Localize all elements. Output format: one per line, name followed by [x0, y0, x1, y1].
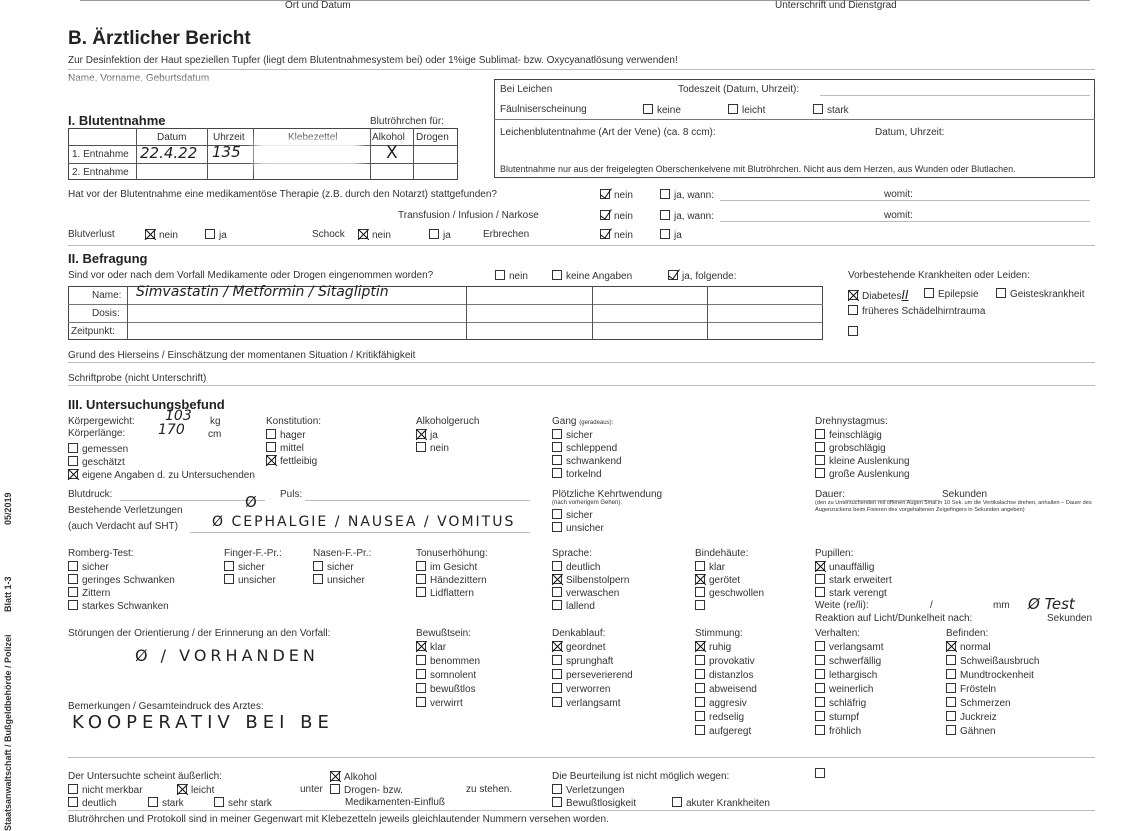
- erbrechen-label: Erbrechen: [483, 229, 530, 240]
- stimmung-ruhig[interactable]: ruhig: [695, 641, 731, 653]
- vorbestehend-label: Vorbestehende Krankheiten oder Leiden:: [848, 270, 1030, 281]
- stimmung-label: Stimmung:: [695, 628, 743, 639]
- col-uhrzeit: Uhrzeit: [213, 132, 245, 143]
- gang-schleppend[interactable]: schleppend: [552, 442, 617, 454]
- bindehaeute-geschwollen[interactable]: geschwollen: [695, 587, 764, 599]
- drogen-checkbox[interactable]: Drogen- bzw.: [330, 784, 403, 796]
- blutdruck-wert: Ø: [245, 493, 257, 511]
- konstitution-label: Konstitution:: [266, 416, 322, 427]
- verhalten-schwerfaellig[interactable]: schwerfällig: [815, 655, 881, 667]
- blutverlust-label: Blutverlust: [68, 229, 115, 240]
- befragung-nein[interactable]: nein: [495, 270, 528, 282]
- beurteilung-sonstige[interactable]: [815, 768, 829, 780]
- erbrechen-ja[interactable]: ja: [660, 229, 682, 241]
- stimmung-abweisend[interactable]: abweisend: [695, 683, 757, 695]
- form-sheet: Blatt 1-3: [3, 576, 13, 612]
- koerpergewicht-label: Körpergewicht:: [68, 416, 135, 427]
- row-entnahme-1: 1. Entnahme: [72, 149, 129, 160]
- befragung-ja-folgende[interactable]: ja, folgende:: [668, 270, 737, 282]
- sprache-label: Sprache:: [552, 548, 593, 559]
- sonstige-checkbox[interactable]: [848, 326, 862, 338]
- denkablauf-perseverierend[interactable]: perseverierend: [552, 669, 633, 681]
- stimmung-distanzlos[interactable]: distanzlos: [695, 669, 753, 681]
- sprache-verwaschen[interactable]: verwaschen: [552, 587, 619, 599]
- bewusstsein-somnolent[interactable]: somnolent: [416, 669, 476, 681]
- verhalten-label: Verhalten:: [815, 628, 861, 639]
- verhalten-verlangsamt[interactable]: verlangsamt: [815, 641, 883, 653]
- verletzungen-wert: Ø CEPHALGIE / NAUSEA / VOMITUS: [212, 514, 516, 530]
- stark-checkbox[interactable]: stark: [148, 797, 184, 809]
- grund-label: Grund des Hierseins / Einschätzung der momentanen Situation / Kritikfähigkeit: [68, 350, 416, 361]
- befragung-keine-angaben[interactable]: keine Angaben: [552, 270, 632, 282]
- transfusion-label: Transfusion / Infusion / Narkose: [398, 210, 539, 221]
- ort-datum-label: Ort und Datum: [285, 0, 351, 11]
- faeulnis-stark[interactable]: stark: [813, 104, 849, 116]
- denkablauf-verlangsamt[interactable]: verlangsamt: [552, 697, 620, 709]
- nasen-unsicher[interactable]: unsicher: [313, 574, 365, 586]
- medikamente-einfluss: Medikamenten-Einfluß: [345, 797, 446, 808]
- pupillen-verengt[interactable]: stark verengt: [815, 587, 887, 599]
- kehrt-sicher[interactable]: sicher: [552, 509, 593, 521]
- bindehaeute-geroetet[interactable]: gerötet: [695, 574, 740, 586]
- cm-unit: cm: [208, 429, 222, 440]
- redacted-klebezettel: [263, 147, 353, 159]
- laenge-wert: 170: [158, 422, 185, 438]
- deutlich-checkbox[interactable]: deutlich: [68, 797, 116, 809]
- mittel-checkbox[interactable]: mittel: [266, 442, 304, 454]
- grosse-auslenkung-checkbox[interactable]: große Auslenkung: [815, 468, 910, 480]
- roehrchen-label: Blutröhrchen für:: [370, 116, 444, 127]
- dauer-sekunden: Sekunden: [942, 489, 988, 500]
- bewusstsein-verwirrt[interactable]: verwirrt: [416, 697, 463, 709]
- romberg-geringes[interactable]: geringes Schwanken: [68, 574, 175, 586]
- schock-ja[interactable]: ja: [429, 229, 451, 241]
- name-label: Name, Vorname, Geburtsdatum: [68, 73, 210, 84]
- col-alkohol: Alkohol: [372, 132, 405, 143]
- bottom-note: Blutröhrchen und Protokoll sind in meiner Gegenwart mit Klebezetteln jeweils gleichlautender Nummern versehen worden.: [68, 814, 609, 825]
- schriftprobe-label: Schriftprobe (nicht Unterschrift): [68, 373, 207, 384]
- reaktion-wert: Ø Test: [1028, 595, 1075, 613]
- col-drogen: Drogen: [416, 132, 449, 143]
- med-dosis-label: Dosis:: [92, 308, 120, 319]
- therapie-question: Hat vor der Blutentnahme eine medikamentöse Therapie (z.B. durch den Notarzt) stattgefunden?: [68, 189, 497, 200]
- entnahme-1-alkohol: X: [386, 143, 398, 163]
- denkablauf-sprunghaft[interactable]: sprunghaft: [552, 655, 613, 667]
- befinden-froesteln[interactable]: Frösteln: [946, 683, 996, 695]
- bewusstsein-benommen[interactable]: benommen: [416, 655, 480, 667]
- beurteilung-akuter[interactable]: akuter Krankheiten: [672, 797, 770, 809]
- orientierung-label: Störungen der Orientierung / der Erinnerung an den Vorfall:: [68, 628, 331, 639]
- befinden-gaehnen[interactable]: Gähnen: [946, 725, 996, 737]
- beurteilung-label: Die Beurteilung ist nicht möglich wegen:: [552, 771, 730, 782]
- verletzungen-label: Bestehende Verletzungen: [68, 505, 183, 516]
- alkoholgeruch-label: Alkoholgeruch: [416, 416, 480, 427]
- bindehaeute-klar[interactable]: klar: [695, 561, 725, 573]
- stimmung-aggresiv[interactable]: aggresiv: [695, 697, 747, 709]
- eigene-angaben-checkbox[interactable]: eigene Angaben d. zu Untersuchenden: [68, 469, 255, 481]
- col-datum: Datum: [157, 132, 187, 143]
- faeulnis-keine[interactable]: keine: [643, 104, 681, 116]
- orientierung-wert: Ø / VORHANDEN: [135, 646, 319, 665]
- sehr-stark-checkbox[interactable]: sehr stark: [214, 797, 272, 809]
- stimmung-aufgeregt[interactable]: aufgeregt: [695, 725, 751, 737]
- nicht-merkbar-checkbox[interactable]: nicht merkbar: [68, 784, 143, 796]
- faeulnis-leicht[interactable]: leicht: [728, 104, 765, 116]
- befragung-question: Sind vor oder nach dem Vorfall Medikamente oder Drogen eingenommen worden?: [68, 270, 434, 281]
- gang-torkelnd[interactable]: torkelnd: [552, 468, 602, 480]
- bewusstsein-klar[interactable]: klar: [416, 641, 446, 653]
- schock-nein[interactable]: nein: [358, 229, 391, 241]
- beurteilung-verletzungen[interactable]: Verletzungen: [552, 784, 624, 796]
- verhalten-weinerlich[interactable]: weinerlich: [815, 683, 873, 695]
- bemerkungen-wert: KOOPERATIV BEI BE: [72, 712, 334, 733]
- gewicht-wert: 103: [165, 408, 192, 424]
- diabetes-checkbox[interactable]: DiabetesII: [848, 288, 909, 302]
- denkablauf-label: Denkablauf:: [552, 628, 606, 639]
- dauer-hint: (den zu Untersuchenden mit offenen Augen 5mal in 10 Sek. um die Vertikalachse drehen, anhalten – Dauer des Augenzuckens beim Fixieren des vorgehaltenen Zeigefingers in Sekunden angeben): [815, 500, 1092, 513]
- geschaetzt-checkbox[interactable]: geschätzt: [68, 456, 125, 468]
- gang-label: Gang (geradeaus):: [552, 416, 614, 427]
- medikamente-wert: Simvastatin / Metformin / Sitagliptin: [136, 284, 389, 300]
- tonus-lidflattern[interactable]: Lidflattern: [416, 587, 474, 599]
- feinschlaegig-checkbox[interactable]: feinschlägig: [815, 429, 882, 441]
- therapie-womit: womit:: [884, 189, 913, 200]
- transfusion-nein[interactable]: nein: [600, 210, 633, 222]
- grobschlaegig-checkbox[interactable]: grobschlägig: [815, 442, 886, 454]
- romberg-sicher[interactable]: sicher: [68, 561, 109, 573]
- verhalten-lethargisch[interactable]: lethargisch: [815, 669, 877, 681]
- sprache-lallend[interactable]: lallend: [552, 600, 595, 612]
- bindehaeute-label: Bindehäute:: [695, 548, 749, 559]
- pupillen-label: Pupillen:: [815, 548, 854, 559]
- reaktion-label: Reaktion auf Licht/Dunkelheit nach:: [815, 613, 973, 624]
- weite-separator: /: [930, 600, 933, 611]
- verhalten-stumpf[interactable]: stumpf: [815, 711, 859, 723]
- kleine-auslenkung-checkbox[interactable]: kleine Auslenkung: [815, 455, 910, 467]
- col-klebezettel: Klebezettel: [288, 132, 338, 143]
- befinden-schweiss[interactable]: Schweißausbruch: [946, 655, 1039, 667]
- fettleibig-checkbox[interactable]: fettleibig: [266, 455, 317, 467]
- beurteilung-bewusstlosigkeit[interactable]: Bewußtlosigkeit: [552, 797, 636, 809]
- bindehaeute-sonstige[interactable]: [695, 600, 709, 612]
- blutverlust-nein[interactable]: nein: [145, 229, 178, 241]
- kehrt-unsicher[interactable]: unsicher: [552, 522, 604, 534]
- kg-unit: kg: [210, 416, 221, 427]
- section-b-title: B. Ärztlicher Bericht: [68, 28, 251, 49]
- med-zeitpunkt-label: Zeitpunkt:: [71, 326, 115, 337]
- schock-label: Schock: [312, 229, 345, 240]
- verdacht-label: (auch Verdacht auf SHT): [68, 521, 179, 532]
- form-authority: Staatsanwaltschaft / Bußgeldbehörde / Polizei: [3, 634, 13, 831]
- gang-schwankend[interactable]: schwankend: [552, 455, 622, 467]
- gemessen-checkbox[interactable]: gemessen: [68, 443, 128, 455]
- befinden-normal[interactable]: normal: [946, 641, 991, 653]
- desinfektion-note: Zur Desinfektion der Haut speziellen Tupfer (liegt dem Blutentnahmesystem bei) oder 1%ige Sublimat- bzw. Oxycyanatlösung verwenden!: [68, 55, 678, 66]
- alkoholgeruch-nein[interactable]: nein: [416, 442, 449, 454]
- denkablauf-geordnet[interactable]: geordnet: [552, 641, 605, 653]
- weite-label: Weite (re/li):: [815, 600, 869, 611]
- gang-sicher[interactable]: sicher: [552, 429, 593, 441]
- befinden-schmerzen[interactable]: Schmerzen: [946, 697, 1011, 709]
- transfusion-womit: womit:: [884, 210, 913, 221]
- romberg-zittern[interactable]: Zittern: [68, 587, 110, 599]
- bewusstsein-label: Bewußtsein:: [416, 628, 472, 639]
- stimmung-redselig[interactable]: redselig: [695, 711, 744, 723]
- denkablauf-verworren[interactable]: verworren: [552, 683, 610, 695]
- stimmung-provokativ[interactable]: provokativ: [695, 655, 755, 667]
- befinden-juckreiz[interactable]: Juckreiz: [946, 711, 997, 723]
- scheint-label: Der Untersuchte scheint äußerlich:: [68, 771, 222, 782]
- datum-uhrzeit-label: Datum, Uhrzeit:: [875, 127, 945, 138]
- verhalten-froehlich[interactable]: fröhlich: [815, 725, 861, 737]
- med-name-label: Name:: [92, 290, 122, 301]
- therapie-nein[interactable]: nein: [600, 189, 633, 201]
- hager-checkbox[interactable]: hager: [266, 429, 306, 441]
- unterschrift-label: Unterschrift und Dienstgrad: [775, 0, 897, 11]
- romberg-starkes[interactable]: starkes Schwanken: [68, 600, 169, 612]
- tonus-label: Tonuserhöhung:: [416, 548, 488, 559]
- row-entnahme-2: 2. Entnahme: [72, 167, 129, 178]
- alkohol-checkbox[interactable]: Alkohol: [330, 771, 377, 783]
- faeulnis-label: Fäulniserscheinung: [500, 104, 587, 115]
- nasen-sicher[interactable]: sicher: [313, 561, 354, 573]
- vene-label: Leichenblutentnahme (Art der Vene) (ca. 8 ccm):: [500, 127, 716, 138]
- redacted-name: [72, 88, 452, 110]
- verhalten-schlaefrig[interactable]: schläfrig: [815, 697, 866, 709]
- todeszeit-label: Todeszeit (Datum, Uhrzeit):: [678, 84, 800, 95]
- form-version: 05/2019: [3, 492, 13, 525]
- geisteskrankheit-checkbox[interactable]: Geisteskrankheit: [996, 288, 1084, 300]
- finger-label: Finger-F.-Pr.:: [224, 548, 282, 559]
- epilepsie-checkbox[interactable]: Epilepsie: [924, 288, 979, 300]
- befinden-label: Befinden:: [946, 628, 989, 639]
- romberg-label: Romberg-Test:: [68, 548, 134, 559]
- dauer-label: Dauer:: [815, 489, 846, 500]
- finger-sicher[interactable]: sicher: [224, 561, 265, 573]
- kehrtwendung-label: Plötzliche Kehrtwendung: [552, 489, 663, 500]
- bemerkungen-label: Bemerkungen / Gesamteindruck des Arztes:: [68, 701, 264, 712]
- zu-stehen-label: zu stehen.: [466, 784, 513, 795]
- blutentnahme-title: I. Blutentnahme: [68, 113, 166, 128]
- kehrtwendung-hint: (nach vorherigem Gehen):: [552, 500, 623, 506]
- nasen-label: Nasen-F.-Pr.:: [313, 548, 372, 559]
- alkoholgeruch-ja[interactable]: ja: [416, 429, 438, 441]
- tonus-haendezittern[interactable]: Händezittern: [416, 574, 487, 586]
- befinden-mundtrocken[interactable]: Mundtrockenheit: [946, 669, 1034, 681]
- puls-label: Puls:: [280, 489, 303, 500]
- transfusion-ja-wann[interactable]: ja, wann:: [660, 210, 714, 222]
- finger-unsicher[interactable]: unsicher: [224, 574, 276, 586]
- bewusstsein-bewusstlos[interactable]: bewußtlos: [416, 683, 476, 695]
- drehnystagmus-label: Drehnystagmus:: [815, 416, 888, 427]
- bei-leichen-label: Bei Leichen: [500, 84, 553, 95]
- sprache-deutlich[interactable]: deutlich: [552, 561, 600, 573]
- leicht-checkbox[interactable]: leicht: [177, 784, 214, 796]
- reaktion-sekunden: Sekunden: [1047, 613, 1093, 624]
- entnahme-1-datum: 22.4.22: [140, 144, 198, 162]
- weite-mm: mm: [993, 600, 1010, 611]
- befragung-title: II. Befragung: [68, 251, 148, 266]
- blutdruck-label: Blutdruck:: [68, 489, 113, 500]
- blutverlust-ja[interactable]: ja: [205, 229, 227, 241]
- koerperlaenge-label: Körperlänge:: [68, 428, 126, 439]
- untersuchung-title: III. Untersuchungsbefund: [68, 397, 225, 412]
- erbrechen-nein[interactable]: nein: [600, 229, 633, 241]
- pupillen-unauffaellig[interactable]: unauffällig: [815, 561, 874, 573]
- entnahme-1-uhrzeit: 135: [212, 143, 241, 161]
- leichen-hinweis: Blutentnahme nur aus der freigelegten Oberschenkelvene mit Blutröhrchen. Nicht aus dem Herzen, aus Wunden oder Blutlachen.: [500, 164, 1016, 174]
- schaedel-checkbox[interactable]: früheres Schädelhirntrauma: [848, 305, 985, 317]
- tonus-gesicht[interactable]: im Gesicht: [416, 561, 477, 573]
- therapie-ja-wann[interactable]: ja, wann:: [660, 189, 714, 201]
- unter-label: unter: [300, 784, 323, 795]
- sprache-silbenstolpern[interactable]: Silbenstolpern: [552, 574, 629, 586]
- pupillen-erweitert[interactable]: stark erweitert: [815, 574, 892, 586]
